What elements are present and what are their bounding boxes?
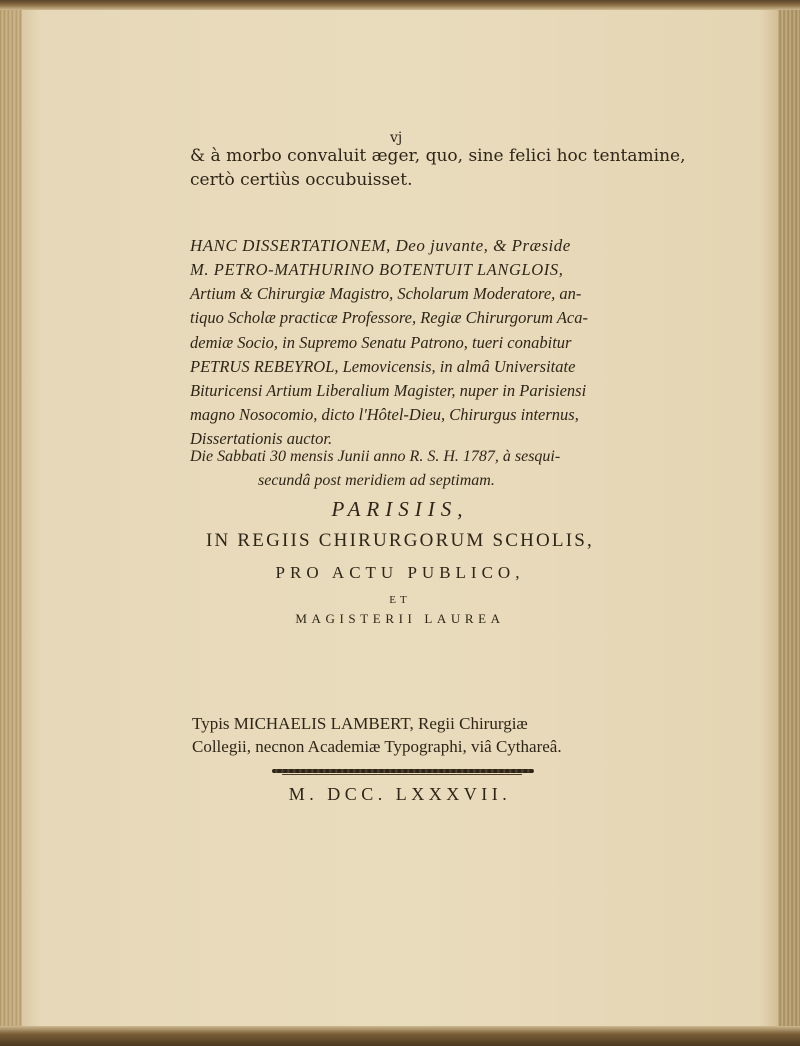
imprint-line-2: Collegii, necnon Academiæ Typographi, viâ Cythareâ.	[192, 737, 562, 756]
page-left-edge	[0, 0, 22, 1046]
page-right-edge	[778, 0, 800, 1046]
page-bottom-edge	[0, 1026, 800, 1046]
date-line-1: Die Sabbati 30 mensis Junii anno R. S. H. 1787, à sesqui-	[190, 448, 561, 465]
page-number: vj	[390, 130, 403, 146]
dedication-line-8: magno Nosocomio, dicto l'Hôtel-Dieu, Chirurgus internus,	[190, 405, 579, 424]
continuation-line-2: certò certiùs occubuisset.	[190, 170, 413, 190]
imprint-line-1: Typis MICHAELIS LAMBERT, Regii Chirurgiæ	[192, 714, 528, 733]
date-line-2: secundâ post meridiem ad septimam.	[258, 472, 495, 489]
dedication-line-2: M. PETRO-MATHURINO BOTENTUIT LANGLOIS,	[190, 260, 564, 279]
continuation-line-1: & à morbo convaluit æger, quo, sine felici hoc tentamine,	[190, 146, 686, 166]
dedication-line-5: demiæ Socio, in Supremo Senatu Patrono, tueri conabitur	[190, 333, 572, 352]
dedication-line-1: HANC DISSERTATIONEM, Deo juvante, & Præside	[190, 236, 571, 255]
place-city: PARISIIS,	[331, 497, 469, 521]
place-line-4: MAGISTERII LAUREA	[295, 611, 505, 626]
dedication-line-4: tiquo Scholæ practicæ Professore, Regiæ Chirurgorum Aca-	[190, 308, 588, 327]
dedication-line-3: Artium & Chirurgiæ Magistro, Scholarum Moderatore, an-	[190, 284, 582, 303]
place-line-1: IN REGIIS CHIRURGORUM SCHOLIS,	[206, 530, 594, 551]
imprint-year: M. DCC. LXXXVII.	[288, 784, 512, 804]
dedication-line-9: Dissertationis auctor.	[190, 429, 333, 448]
printer-rule-thin	[282, 774, 522, 775]
dedication-line-7: Bituricensi Artium Liberalium Magister, nuper in Parisiensi	[190, 381, 587, 400]
page-top-edge	[0, 0, 800, 10]
place-line-3: ET	[389, 594, 411, 606]
printer-rule-ornament	[272, 769, 534, 773]
dedication-line-6: PETRUS REBEYROL, Lemovicensis, in almâ Universitate	[190, 357, 576, 376]
place-line-2: PRO ACTU PUBLICO,	[275, 563, 525, 582]
